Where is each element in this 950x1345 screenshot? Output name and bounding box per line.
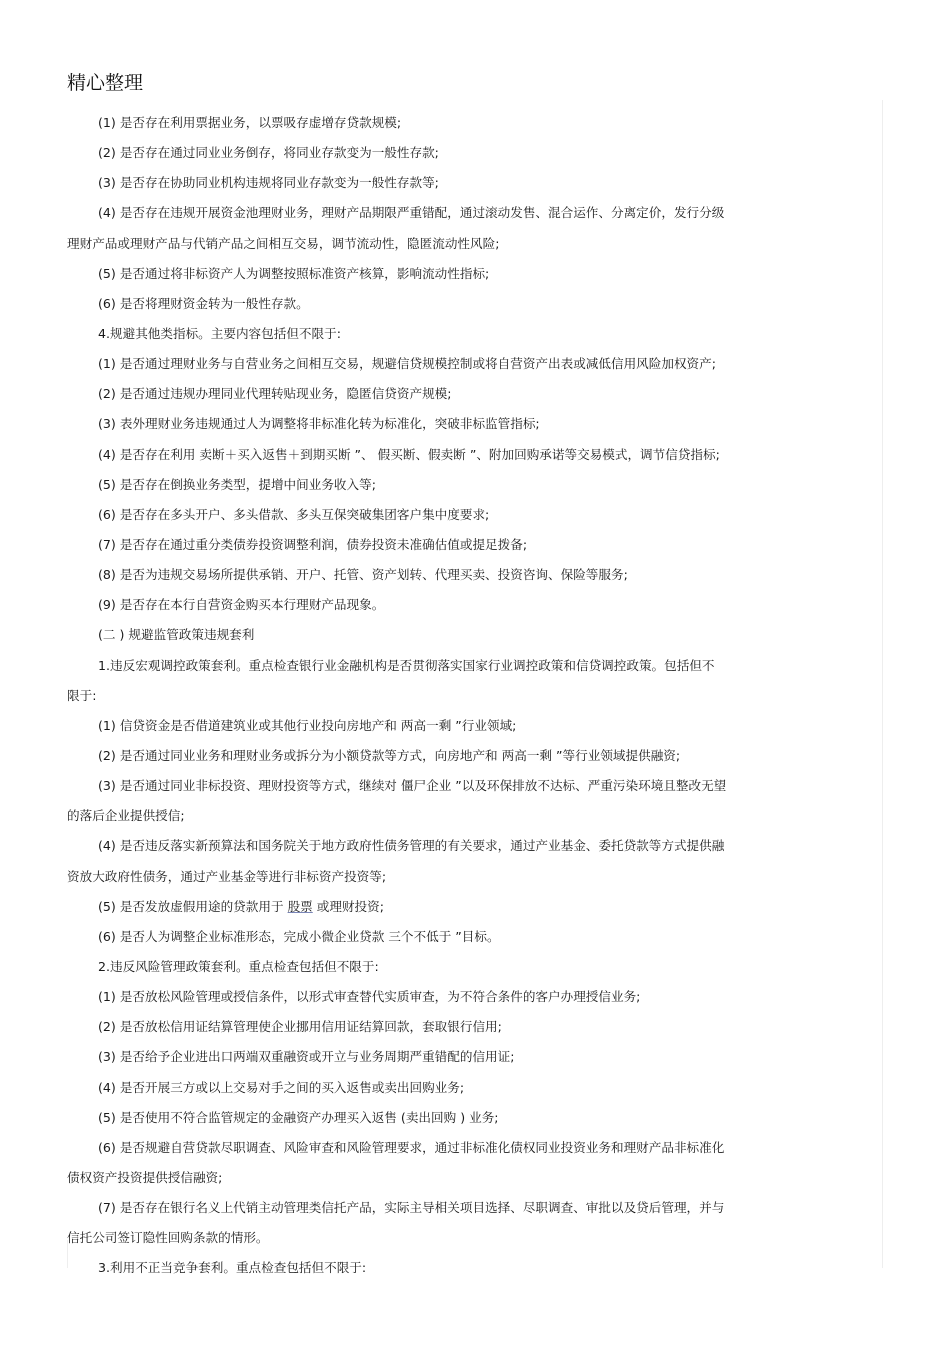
paragraph-line: (2) 是否放松信用证结算管理使企业挪用信用证结算回款，套取银行信用; [98, 1019, 502, 1035]
underlined-link-text[interactable]: 股票 [287, 898, 313, 914]
paragraph-line: (1) 信贷资金是否借道建筑业或其他行业投向房地产和 两高一剩 ”行业领域; [98, 717, 517, 733]
paragraph-line: (6) 是否存在多头开户、多头借款、多头互保突破集团客户集中度要求; [98, 506, 490, 522]
paragraph-line: (1) 是否通过理财业务与自营业务之间相互交易，规避信贷规模控制或将自营资产出表或减低信用风险加权资产; [98, 356, 716, 372]
right-margin-rule [882, 100, 883, 1268]
paragraph-line: 的落后企业提供授信; [67, 808, 185, 824]
paragraph-line: (3) 是否存在协助同业机构违规将同业存款变为一般性存款等; [98, 175, 439, 191]
document-body [67, 108, 857, 1283]
paragraph-line: 3.利用不正当竞争套利。重点检查包括但不限于: [98, 1260, 367, 1276]
paragraph-line: 1.违反宏观调控政策套利。重点检查银行业金融机构是否贯彻落实国家行业调控政策和信贷调控政策。包括但不 [98, 657, 715, 673]
paragraph-line: (2) 是否通过违规办理同业代理转贴现业务，隐匿信贷资产规模; [98, 386, 452, 402]
paragraph-line: (7) 是否存在银行名义上代销主动管理类信托产品，实际主导相关项目选择、尽职调查、审批以及贷后管理，并与 [98, 1200, 725, 1216]
paragraph-line: (1) 是否放松风险管理或授信条件，以形式审查替代实质审查，为不符合条件的客户办理授信业务; [98, 989, 641, 1005]
paragraph-line: (5) 是否使用不符合监管规定的金融资产办理买入返售 (卖出回购 ) 业务; [98, 1109, 499, 1125]
paragraph-line: (6) 是否人为调整企业标准形态，完成小微企业贷款 三个不低于 ”目标。 [98, 928, 500, 944]
paragraph-line: (3) 表外理财业务违规通过人为调整将非标准化转为标准化，突破非标监管指标; [98, 416, 540, 432]
paragraph-line: 2.违反风险管理政策套利。重点检查包括但不限于: [98, 958, 379, 974]
paragraph-line: (8) 是否为违规交易场所提供承销、开户、托管、资产划转、代理买卖、投资咨询、保险等服务; [98, 567, 628, 583]
paragraph-line: (6) 是否规避自营贷款尽职调查、风险审查和风险管理要求，通过非标准化债权同业投资业务和理财产品非标准化 [98, 1139, 725, 1155]
paragraph-line: (4) 是否违反落实新预算法和国务院关于地方政府性债务管理的有关要求，通过产业基金、委托贷款等方式提供融 [98, 838, 725, 854]
paragraph-line: (4) 是否开展三方或以上交易对手之间的买入返售或卖出回购业务; [98, 1079, 465, 1095]
paragraph-line: 资放大政府性债务，通过产业基金等进行非标资产投资等; [67, 868, 387, 884]
paragraph-line: (9) 是否存在本行自营资金购买本行理财产品现象。 [98, 597, 385, 613]
paragraph-line: 信托公司签订隐性回购条款的情形。 [67, 1230, 269, 1246]
line-text-part: (5) 是否发放虚假用途的贷款用于 [98, 898, 288, 914]
paragraph-line: (3) 是否通过同业非标投资、理财投资等方式，继续对 僵尸企业 ”以及环保排放不达标、严重污染环境且整改无望 [98, 778, 727, 794]
paragraph-line: (5) 是否存在倒换业务类型，提增中间业务收入等; [98, 476, 376, 492]
paragraph-line: (3) 是否给予企业进出口两端双重融资或开立与业务周期严重错配的信用证; [98, 1049, 515, 1065]
paragraph-line: 4.规避其他类指标。主要内容包括但不限于: [98, 325, 341, 341]
paragraph-line: 理财产品或理财产品与代销产品之间相互交易，调节流动性，隐匿流动性风险; [67, 235, 500, 251]
paragraph-line: 限于: [67, 687, 97, 703]
paragraph-line: (1) 是否存在利用票据业务，以票吸存虚增存贷款规模; [98, 115, 402, 130]
paragraph-line: 债权资产投资提供授信融资; [67, 1169, 223, 1185]
paragraph-line: (4) 是否存在利用 卖断＋买入返售＋到期买断 ”、 假买断、假卖断 ”、附加回购承诺等交易模式，调节信贷指标; [98, 446, 720, 462]
paragraph-line: (2) 是否存在通过同业业务倒存，将同业存款变为一般性存款; [98, 145, 439, 161]
paragraph-line: (二 ) 规避监管政策违规套利 [98, 627, 255, 643]
paragraph-line [67, 892, 857, 922]
paragraph-line: (4) 是否存在违规开展资金池理财业务，理财产品期限严重错配，通过滚动发售、混合运作、分离定价，发行分级 [98, 205, 725, 221]
line-text-part: 或理财投资; [312, 898, 384, 914]
paragraph-line: (7) 是否存在通过重分类债券投资调整利润，债券投资未准确估值或提足拨备; [98, 536, 528, 552]
paragraph-line: (6) 是否将理财资金转为一般性存款。 [98, 295, 309, 311]
paragraph-line: (5) 是否通过将非标资产人为调整按照标准资产核算，影响流动性指标; [98, 265, 490, 281]
page-header: 精心整理 [67, 72, 144, 94]
paragraph-line: (2) 是否通过同业业务和理财业务或拆分为小额贷款等方式，向房地产和 两高一剩 ”等行业领域提供融资; [98, 747, 681, 763]
